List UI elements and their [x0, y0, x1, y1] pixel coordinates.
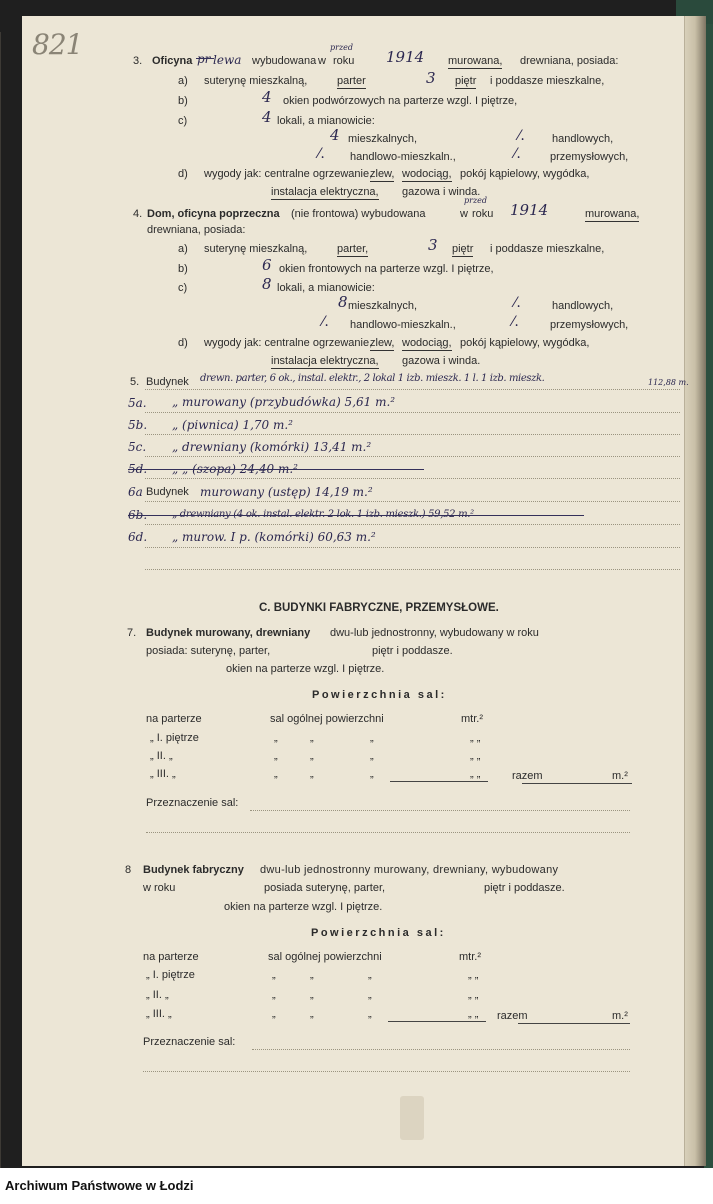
s4-c-value: 8	[262, 275, 272, 293]
s4-a-floors: 3	[428, 236, 438, 254]
s3-rest: drewniana, posiada:	[520, 55, 619, 67]
s7-m2: m.²	[612, 770, 628, 782]
s3-d-wod: wodociąg,	[402, 168, 452, 180]
strike-line	[128, 515, 584, 516]
s7-title: Budynek murowany, drewniany	[146, 627, 311, 639]
strike-line	[196, 58, 214, 59]
s5d-entry: „ „ (szopa) 24,40 m.²	[172, 462, 298, 476]
ditto-mark: „	[310, 969, 314, 981]
s6d-number: 6d.	[128, 530, 148, 544]
entry-line	[145, 524, 680, 525]
s4-d-wod: wodociąg,	[402, 337, 452, 349]
s7-iii: „ III. „	[150, 768, 176, 780]
s7-text1: dwu-lub jednostronny, wybudowany w roku	[330, 627, 539, 639]
entry-line	[145, 389, 680, 390]
s6b-entry: „ drewniany (4 ok. instal. elektr. 2 lok. 1 izb. mieszk.) 59,52 m.²	[172, 509, 474, 520]
s4-c-label: c)	[178, 282, 188, 294]
s4-text1: (nie frontowa) wybudowana	[291, 208, 426, 220]
s3-c-label: c)	[178, 115, 188, 127]
s7-okien: okien na parterze wzgl. I piętrze.	[226, 663, 385, 675]
s7-przeznaczenie: Przeznaczenie sal:	[146, 797, 239, 809]
ditto-mark: „	[274, 732, 278, 744]
s3-year: 1914	[386, 48, 425, 66]
s4-murowana: murowana,	[585, 208, 640, 220]
s4-b-value: 6	[262, 256, 272, 274]
entry-line	[145, 569, 680, 570]
s5-label: Budynek	[146, 376, 189, 388]
s4-a-label: a)	[178, 243, 188, 255]
s4-c3-text: handlowo-mieszkaln.,	[350, 319, 456, 331]
s4-c3-value: ⁄.	[322, 314, 329, 330]
s4-c2-value: ⁄.	[514, 295, 521, 311]
razem-line	[518, 1023, 630, 1024]
s8-posiada: posiada suterynę, parter,	[264, 882, 386, 894]
s4-d-text2: pokój kąpielowy, wygódka,	[460, 337, 590, 349]
s4-c2-text: handlowych,	[552, 300, 614, 312]
s3-a-parter: parter	[337, 75, 366, 87]
entry-line	[145, 412, 680, 413]
s3-number: 3.	[133, 55, 143, 67]
s8-iii: „ III. „	[146, 1008, 172, 1020]
ditto-mark: „	[310, 1008, 314, 1020]
s3-c1-text: mieszkalnych,	[348, 133, 418, 145]
s4-number: 4.	[133, 208, 143, 220]
entry-line	[145, 478, 680, 479]
s3-b-label: b)	[178, 95, 188, 107]
entry-line	[250, 810, 630, 811]
s8-text1: dwu-lub jednostronny murowany, drewniany, wybudowany	[260, 864, 559, 876]
s5-number: 5.	[130, 376, 140, 388]
sum-line	[388, 1021, 486, 1022]
s4-b-text: okien frontowych na parterze wzgl. I piętrze,	[279, 263, 494, 275]
s4-c1-value: 8	[338, 293, 348, 311]
s8-sal-ogolnej: sal ogólnej powierzchni	[268, 951, 382, 963]
s3-a-pietr: piętr	[455, 75, 477, 87]
s4-d-inst: instalacja elektryczna,	[271, 355, 379, 367]
s5d-number: 5d.	[128, 462, 148, 476]
ditto-mark: „ „	[470, 732, 481, 744]
s4-d-text1: wygody jak: centralne ogrzewanie,	[204, 337, 373, 349]
s3-w: w	[318, 55, 326, 67]
s7-powierzchnia: Powierzchnia sal:	[312, 689, 447, 701]
s3-d-zlew: zlew,	[370, 168, 395, 180]
s6b-number: 6b.	[128, 508, 148, 522]
s3-struck-text: pr	[197, 52, 211, 66]
s5a-entry: „ murowany (przybudówka) 5,61 m.²	[172, 395, 396, 409]
s6a-label: Budynek	[146, 486, 189, 498]
s8-ii: „ II. „	[146, 989, 169, 1001]
s8-number: 8	[125, 864, 132, 876]
s7-number: 7.	[127, 627, 137, 639]
s3-c-text: lokali, a mianowicie:	[277, 115, 375, 127]
s8-title: Budynek fabryczny	[143, 864, 244, 876]
s4-d-zlew: zlew,	[370, 337, 395, 349]
s7-ii: „ II. „	[150, 750, 173, 762]
ditto-mark: „	[310, 989, 314, 1001]
entry-line	[145, 501, 680, 502]
ditto-mark: „	[272, 989, 276, 1001]
s6a-entry: murowany (ustęp) 14,19 m.²	[200, 485, 373, 499]
s3-a-label: a)	[178, 75, 188, 87]
s8-wroku: w roku	[143, 882, 176, 894]
s4-c-text: lokali, a mianowicie:	[277, 282, 375, 294]
s3-d-label: d)	[178, 168, 188, 180]
s4-c4-value: ⁄.	[512, 314, 519, 330]
s4-b-label: b)	[178, 263, 188, 275]
s3-c1-value: 4	[330, 126, 340, 144]
s7-sal-ogolnej: sal ogólnej powierzchni	[270, 713, 384, 725]
s6a-number: 6a	[128, 485, 143, 499]
s4-c4-text: przemysłowych,	[550, 319, 629, 331]
s4-d-label: d)	[178, 337, 188, 349]
s5b-number: 5b.	[128, 418, 148, 432]
s3-murowana: murowana,	[448, 55, 503, 67]
s3-a-text: suterynę mieszkalną,	[204, 75, 308, 87]
s8-na-parterze: na parterze	[143, 951, 199, 963]
s3-roku: roku	[333, 55, 355, 67]
s4-a-pietr: piętr	[452, 243, 474, 255]
s3-c4-text: przemysłowych,	[550, 151, 629, 163]
ditto-mark: „	[310, 768, 314, 780]
entry-line	[252, 1049, 630, 1050]
s3-d-text2: pokój kąpielowy, wygódka,	[460, 168, 590, 180]
s3-b-value: 4	[262, 88, 272, 106]
s5-main-entry: drewn. parter, 6 ok., instal. elektr., 2 lokal 1 izb. mieszk. 1 l. 1 izb. mieszk.	[200, 373, 545, 384]
s4-c1-text: mieszkalnych,	[348, 300, 418, 312]
s4-a-text: suterynę mieszkalną,	[204, 243, 308, 255]
paper-stain	[400, 1096, 424, 1140]
s8-przeznaczenie: Przeznaczenie sal:	[143, 1036, 236, 1048]
s4-d-text3: gazowa i winda.	[402, 355, 481, 367]
s4-w: w	[460, 208, 468, 220]
s8-powierzchnia: Powierzchnia sal:	[311, 927, 446, 939]
s3-a-floors: 3	[426, 69, 436, 87]
s8-m2: m.²	[612, 1010, 628, 1022]
s7-posiada: posiada: suterynę, parter,	[146, 645, 271, 657]
s3-c3-text: handlowo-mieszkaln.,	[350, 151, 456, 163]
entry-line	[145, 456, 680, 457]
ditto-mark: „	[272, 1008, 276, 1020]
page-edge	[684, 16, 706, 1166]
ditto-mark: „ „	[470, 750, 481, 762]
ditto-mark: „	[370, 768, 374, 780]
section-c-heading: C. BUDYNKI FABRYCZNE, PRZEMYSŁOWE.	[259, 602, 499, 614]
s5c-number: 5c.	[128, 440, 147, 454]
s8-mtr: mtr.²	[459, 951, 481, 963]
s3-b-text: okien podwórzowych na parterze wzgl. I piętrze,	[283, 95, 518, 107]
entry-line	[143, 1071, 630, 1072]
ditto-mark: „	[274, 768, 278, 780]
ditto-mark: „	[370, 732, 374, 744]
s3-d-inst: instalacja elektryczna,	[271, 186, 379, 198]
s3-built: wybudowana	[252, 55, 317, 67]
s3-c2-value: ⁄.	[518, 128, 525, 144]
ditto-mark: „	[272, 969, 276, 981]
s3-c4-value: ⁄.	[514, 146, 521, 162]
footer-bar	[0, 1168, 713, 1204]
s4-przed: przed	[464, 196, 488, 205]
ditto-mark: „ „	[468, 989, 479, 1001]
s4-roku: roku	[472, 208, 494, 220]
s3-przed: przed	[330, 43, 354, 52]
strike-line	[128, 469, 424, 470]
sum-line	[390, 781, 488, 782]
ditto-mark: „ „	[468, 1008, 479, 1020]
s7-i-pietrze: „ I. piętrze	[150, 732, 199, 744]
ditto-mark: „	[310, 750, 314, 762]
s3-side: lewa	[213, 53, 242, 67]
entry-line	[146, 832, 630, 833]
ditto-mark: „	[368, 1008, 372, 1020]
s5c-entry: „ drewniany (komórki) 13,41 m.²	[172, 440, 372, 454]
s7-na-parterze: na parterze	[146, 713, 202, 725]
entry-line	[145, 434, 680, 435]
s3-c3-value: ⁄.	[318, 146, 325, 162]
s3-c-value: 4	[262, 108, 272, 126]
s5-main-area: 112,88 m.	[648, 378, 689, 387]
s4-title: Dom, oficyna poprzeczna	[147, 208, 280, 220]
razem-line	[522, 783, 632, 784]
ditto-mark: „ „	[468, 969, 479, 981]
ditto-mark: „	[368, 969, 372, 981]
archive-label: Archiwum Państwowe w Łodzi	[5, 1178, 194, 1193]
ditto-mark: „ „	[470, 768, 481, 780]
s5b-entry: „ (piwnica) 1,70 m.²	[172, 418, 293, 432]
fold-shadow	[0, 32, 1, 1182]
ditto-mark: „	[274, 750, 278, 762]
ditto-mark: „	[310, 732, 314, 744]
s3-title: Oficyna	[152, 55, 193, 67]
s6d-entry: „ murow. I p. (komórki) 60,63 m.²	[172, 530, 376, 544]
s7-mtr: mtr.²	[461, 713, 483, 725]
s8-razem: razem	[497, 1010, 528, 1022]
s8-i-pietrze: „ I. piętrze	[146, 969, 195, 981]
s4-a-rest: i poddasze mieszkalne,	[490, 243, 605, 255]
s4-text2: drewniana, posiada:	[147, 224, 246, 236]
s3-c2-text: handlowych,	[552, 133, 614, 145]
entry-line	[145, 547, 680, 548]
s8-pietr: piętr i poddasze.	[484, 882, 565, 894]
ditto-mark: „	[370, 750, 374, 762]
s3-d-text1: wygody jak: centralne ogrzewanie,	[204, 168, 373, 180]
ditto-mark: „	[368, 989, 372, 1001]
s4-a-parter: parter,	[337, 243, 369, 255]
margin-number: 821	[32, 28, 83, 61]
s8-okien: okien na parterze wzgl. I piętrze.	[224, 901, 383, 913]
s3-d-text3: gazowa i winda.	[402, 186, 481, 198]
s7-pietr: piętr i poddasze.	[372, 645, 453, 657]
s5a-number: 5a.	[128, 396, 147, 410]
s7-razem: razem	[512, 770, 543, 782]
s3-a-rest: i poddasze mieszkalne,	[490, 75, 605, 87]
s4-year: 1914	[510, 201, 549, 219]
